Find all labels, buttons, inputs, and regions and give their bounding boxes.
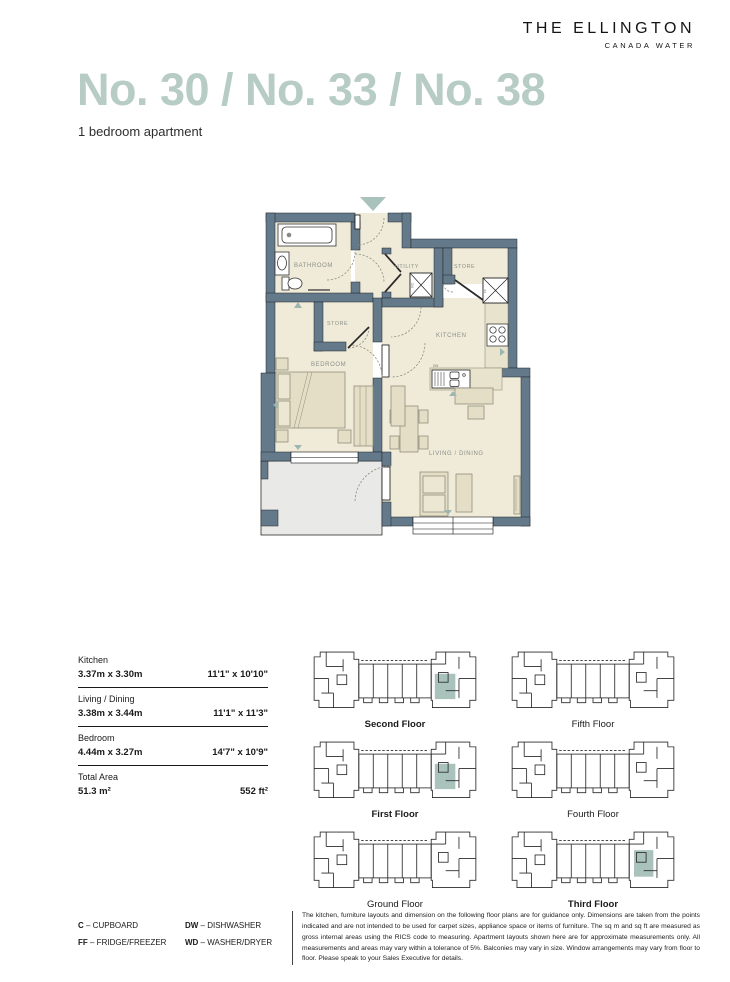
- store-hall-label: STORE: [327, 321, 349, 327]
- appliance-legend: [78, 921, 283, 947]
- total-metric: 51.3 m²: [78, 786, 111, 797]
- bathroom-label: BATHROOM: [294, 263, 334, 269]
- page-title: No. 30 / No. 33 / No. 38: [77, 64, 546, 115]
- keyplan-ground-floor: [296, 826, 494, 910]
- floor-label: Second Floor: [364, 719, 426, 730]
- brand-logo: [523, 20, 695, 50]
- floor-label: Ground Floor: [367, 899, 423, 910]
- total-imperial: 552 ft²: [240, 786, 268, 797]
- floor-key-plans: [296, 646, 692, 910]
- dimensions-row: [78, 688, 268, 727]
- keyplan-first-floor: [296, 736, 494, 820]
- kitchen-label: KITCHEN: [436, 333, 467, 339]
- dimensions-row: [78, 649, 268, 688]
- keyplan-fourth-floor: [494, 736, 692, 820]
- room-name: Living / Dining: [78, 694, 135, 704]
- imperial-size: 11'1" x 11'3": [213, 708, 268, 719]
- keyplan-second-floor: [296, 646, 494, 730]
- logo-subtitle: CANADA WATER: [604, 41, 695, 50]
- legend-item: FF – FRIDGE/FREEZER: [78, 938, 167, 947]
- floor-label: Fifth Floor: [571, 719, 615, 730]
- floor-label: Third Floor: [567, 899, 619, 910]
- ff-appliance-label: FF: [483, 289, 488, 293]
- bedroom-label: BEDROOM: [311, 362, 347, 368]
- wd-appliance-label: WD: [410, 282, 415, 288]
- store-top-label: STORE: [454, 264, 476, 270]
- dw-appliance-label: DW: [433, 364, 439, 369]
- metric-size: 4.44m x 3.27m: [78, 747, 143, 758]
- disclaimer-text: The kitchen, furniture layouts and dimension on the following floor plans are for guidance only. Dimensions are taken from the points indicated and are not intended to be used for carpet sizes, appliance space or items of furniture. The sq m and sq ft are measured as gross internal areas using the RICS code to measuring. Apartment layouts shown here are for approximate measurements only. All measurements and areas may vary within a tolerance of 5%. Balconies may vary in size. Window arrangements may vary from floor to floor. Please speak to your Sales Executive for details.: [292, 911, 700, 965]
- metric-size: 3.38m x 3.44m: [78, 708, 143, 719]
- legend-item: WD – WASHER/DRYER: [185, 938, 273, 947]
- room-name: Bedroom: [78, 733, 115, 743]
- entrance-arrow-icon: [360, 197, 386, 211]
- balcony: [261, 461, 382, 535]
- total-area-label: Total Area: [78, 772, 119, 782]
- utility-label: UTILITY: [395, 264, 419, 270]
- keyplan-third-floor: [494, 826, 692, 910]
- apartment-floorplan: [248, 190, 540, 550]
- floor-label: Fourth Floor: [567, 809, 619, 820]
- page-subtitle: 1 bedroom apartment: [78, 124, 203, 139]
- total-area-row: [78, 766, 268, 804]
- logo-title: THE ELLINGTON: [522, 20, 695, 37]
- legend-item: DW – DISHWASHER: [185, 921, 262, 930]
- metric-size: 3.37m x 3.30m: [78, 669, 143, 680]
- living-label: LIVING / DINING: [429, 451, 484, 457]
- imperial-size: 14'7" x 10'9": [212, 747, 268, 758]
- room-name: Kitchen: [78, 655, 109, 665]
- imperial-size: 11'1" x 10'10": [207, 669, 268, 680]
- keyplan-fifth-floor: [494, 646, 692, 730]
- floor-label: First Floor: [371, 809, 419, 820]
- dimensions-table: [78, 649, 268, 804]
- legend-item: C – CUPBOARD: [78, 921, 139, 930]
- dimensions-row: [78, 727, 268, 766]
